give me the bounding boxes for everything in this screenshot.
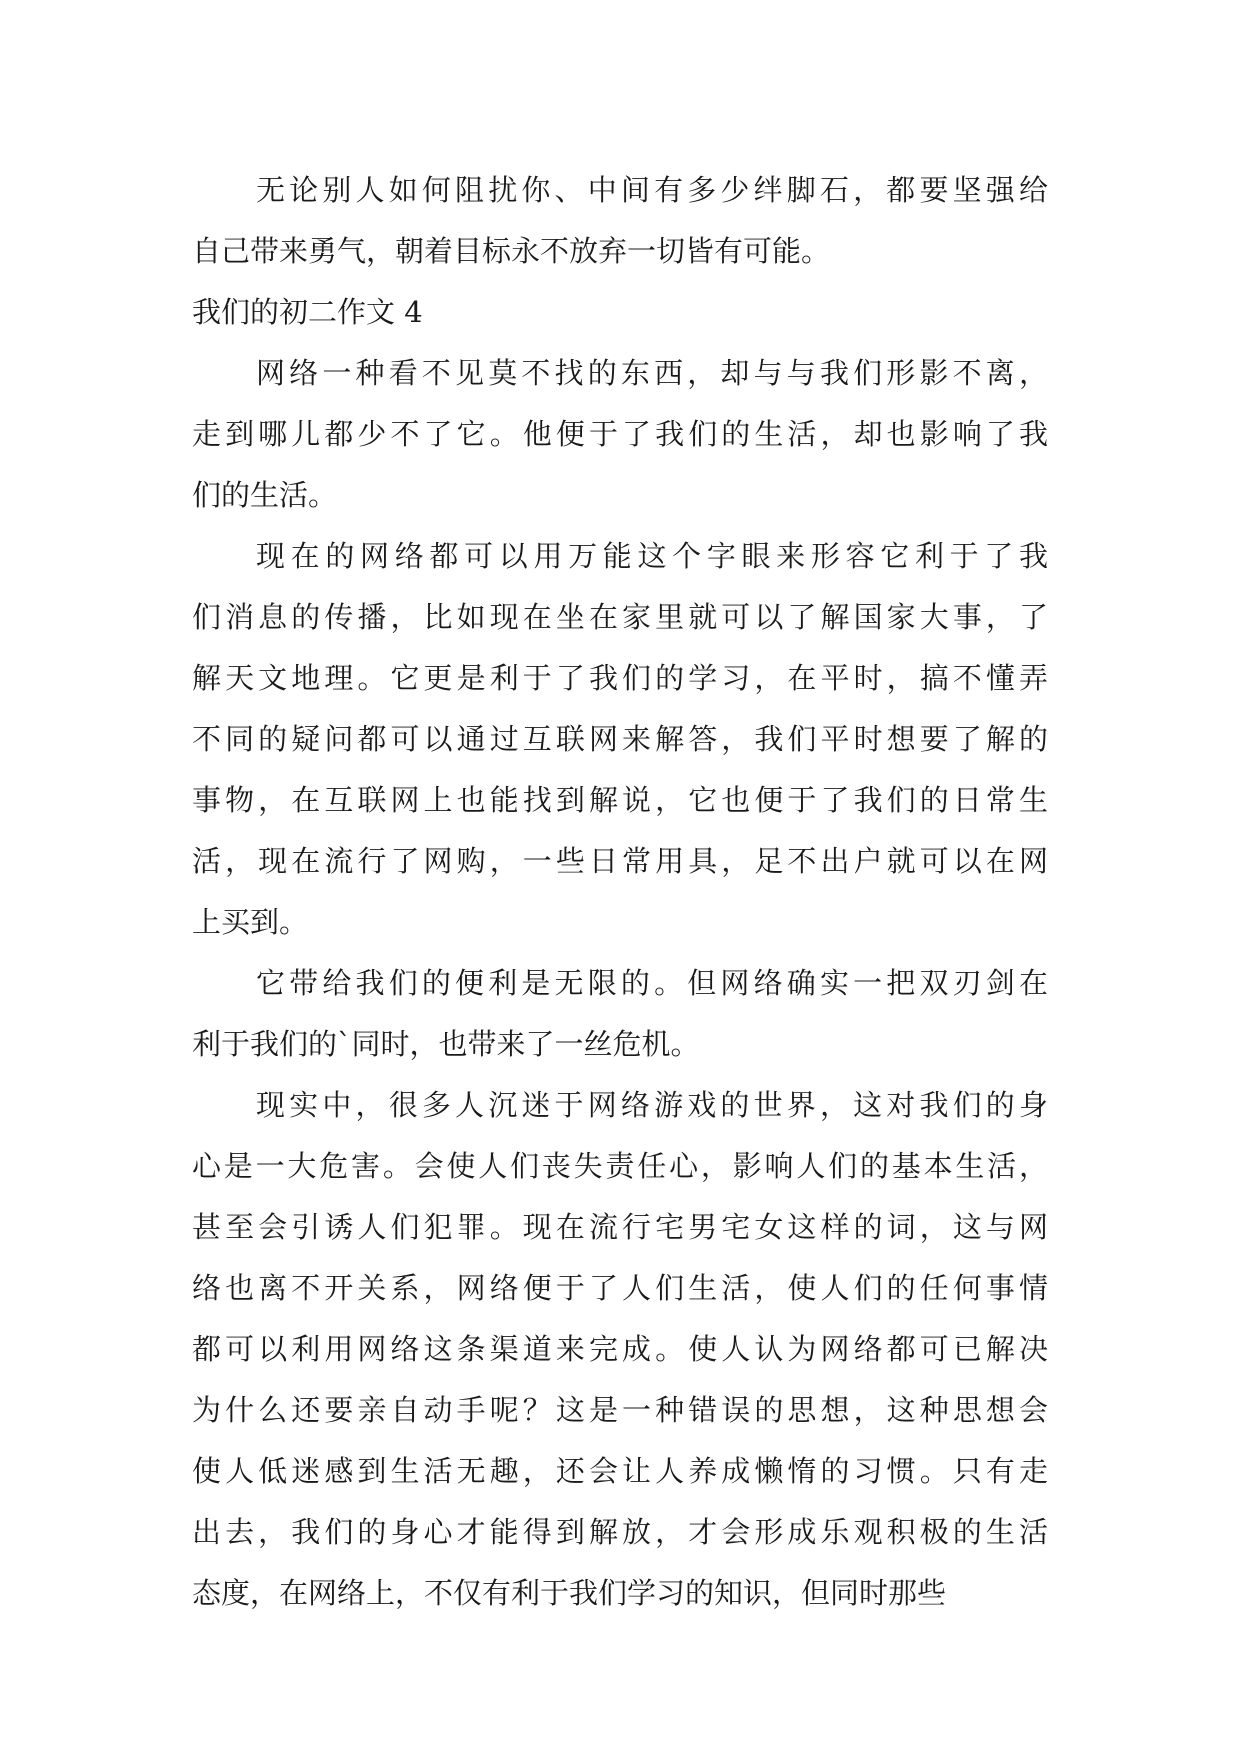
paragraph: [192, 953, 1048, 1075]
text-line: 心是一大危害。会使人们丧失责任心，影响人们的基本生活，: [192, 1149, 1048, 1183]
heading-text: 我们的初二作文 4: [192, 295, 423, 329]
text-line: 事物，在互联网上也能找到解说，它也便于了我们的日常生: [192, 783, 1048, 817]
text-line: 态度，在网络上，不仅有利于我们学习的知识，但同时那些: [192, 1576, 947, 1610]
paragraph: [192, 526, 1048, 953]
document-body: [192, 160, 1048, 1624]
text-line: 不同的疑问都可以通过互联网来解答，我们平时想要了解的: [192, 722, 1048, 756]
text-line: 使人低迷感到生活无趣，还会让人养成懒惰的习惯。只有走: [192, 1454, 1048, 1488]
text-line: 走到哪儿都少不了它。他便于了我们的生活，却也影响了我: [192, 417, 1048, 451]
text-line: 出去，我们的身心才能得到解放，才会形成乐观积极的生活: [192, 1515, 1048, 1549]
text-line: 现在的网络都可以用万能这个字眼来形容它利于了我: [256, 539, 1048, 573]
text-line: 解天文地理。它更是利于了我们的学习，在平时，搞不懂弄: [192, 661, 1048, 695]
text-line: 现实中，很多人沉迷于网络游戏的世界，这对我们的身: [256, 1088, 1048, 1122]
text-line: 无论别人如何阻扰你、中间有多少绊脚石，都要坚强给: [256, 173, 1048, 207]
text-line: 上买到。: [192, 905, 309, 939]
text-line: 络也离不开关系，网络便于了人们生活，使人们的任何事情: [192, 1271, 1048, 1305]
paragraph: [192, 160, 1048, 282]
paragraph: [192, 1075, 1048, 1624]
text-line: 为什么还要亲自动手呢？这是一种错误的思想，这种思想会: [192, 1393, 1048, 1427]
text-line: 自己带来勇气，朝着目标永不放弃一切皆有可能。: [192, 234, 831, 268]
section-heading: [192, 282, 1048, 343]
text-line: 都可以利用网络这条渠道来完成。使人认为网络都可已解决: [192, 1332, 1048, 1366]
text-line: 它带给我们的便利是无限的。但网络确实一把双刃剑在: [256, 966, 1048, 1000]
text-line: 网络一种看不见莫不找的东西，却与与我们形影不离，: [256, 356, 1048, 390]
text-line: 们消息的传播，比如现在坐在家里就可以了解国家大事，了: [192, 600, 1048, 634]
text-line: 甚至会引诱人们犯罪。现在流行宅男宅女这样的词，这与网: [192, 1210, 1048, 1244]
text-line: 利于我们的`同时，也带来了一丝危机。: [192, 1027, 700, 1061]
text-line: 们的生活。: [192, 478, 338, 512]
text-line: 活，现在流行了网购，一些日常用具，足不出户就可以在网: [192, 844, 1048, 878]
paragraph: [192, 343, 1048, 526]
